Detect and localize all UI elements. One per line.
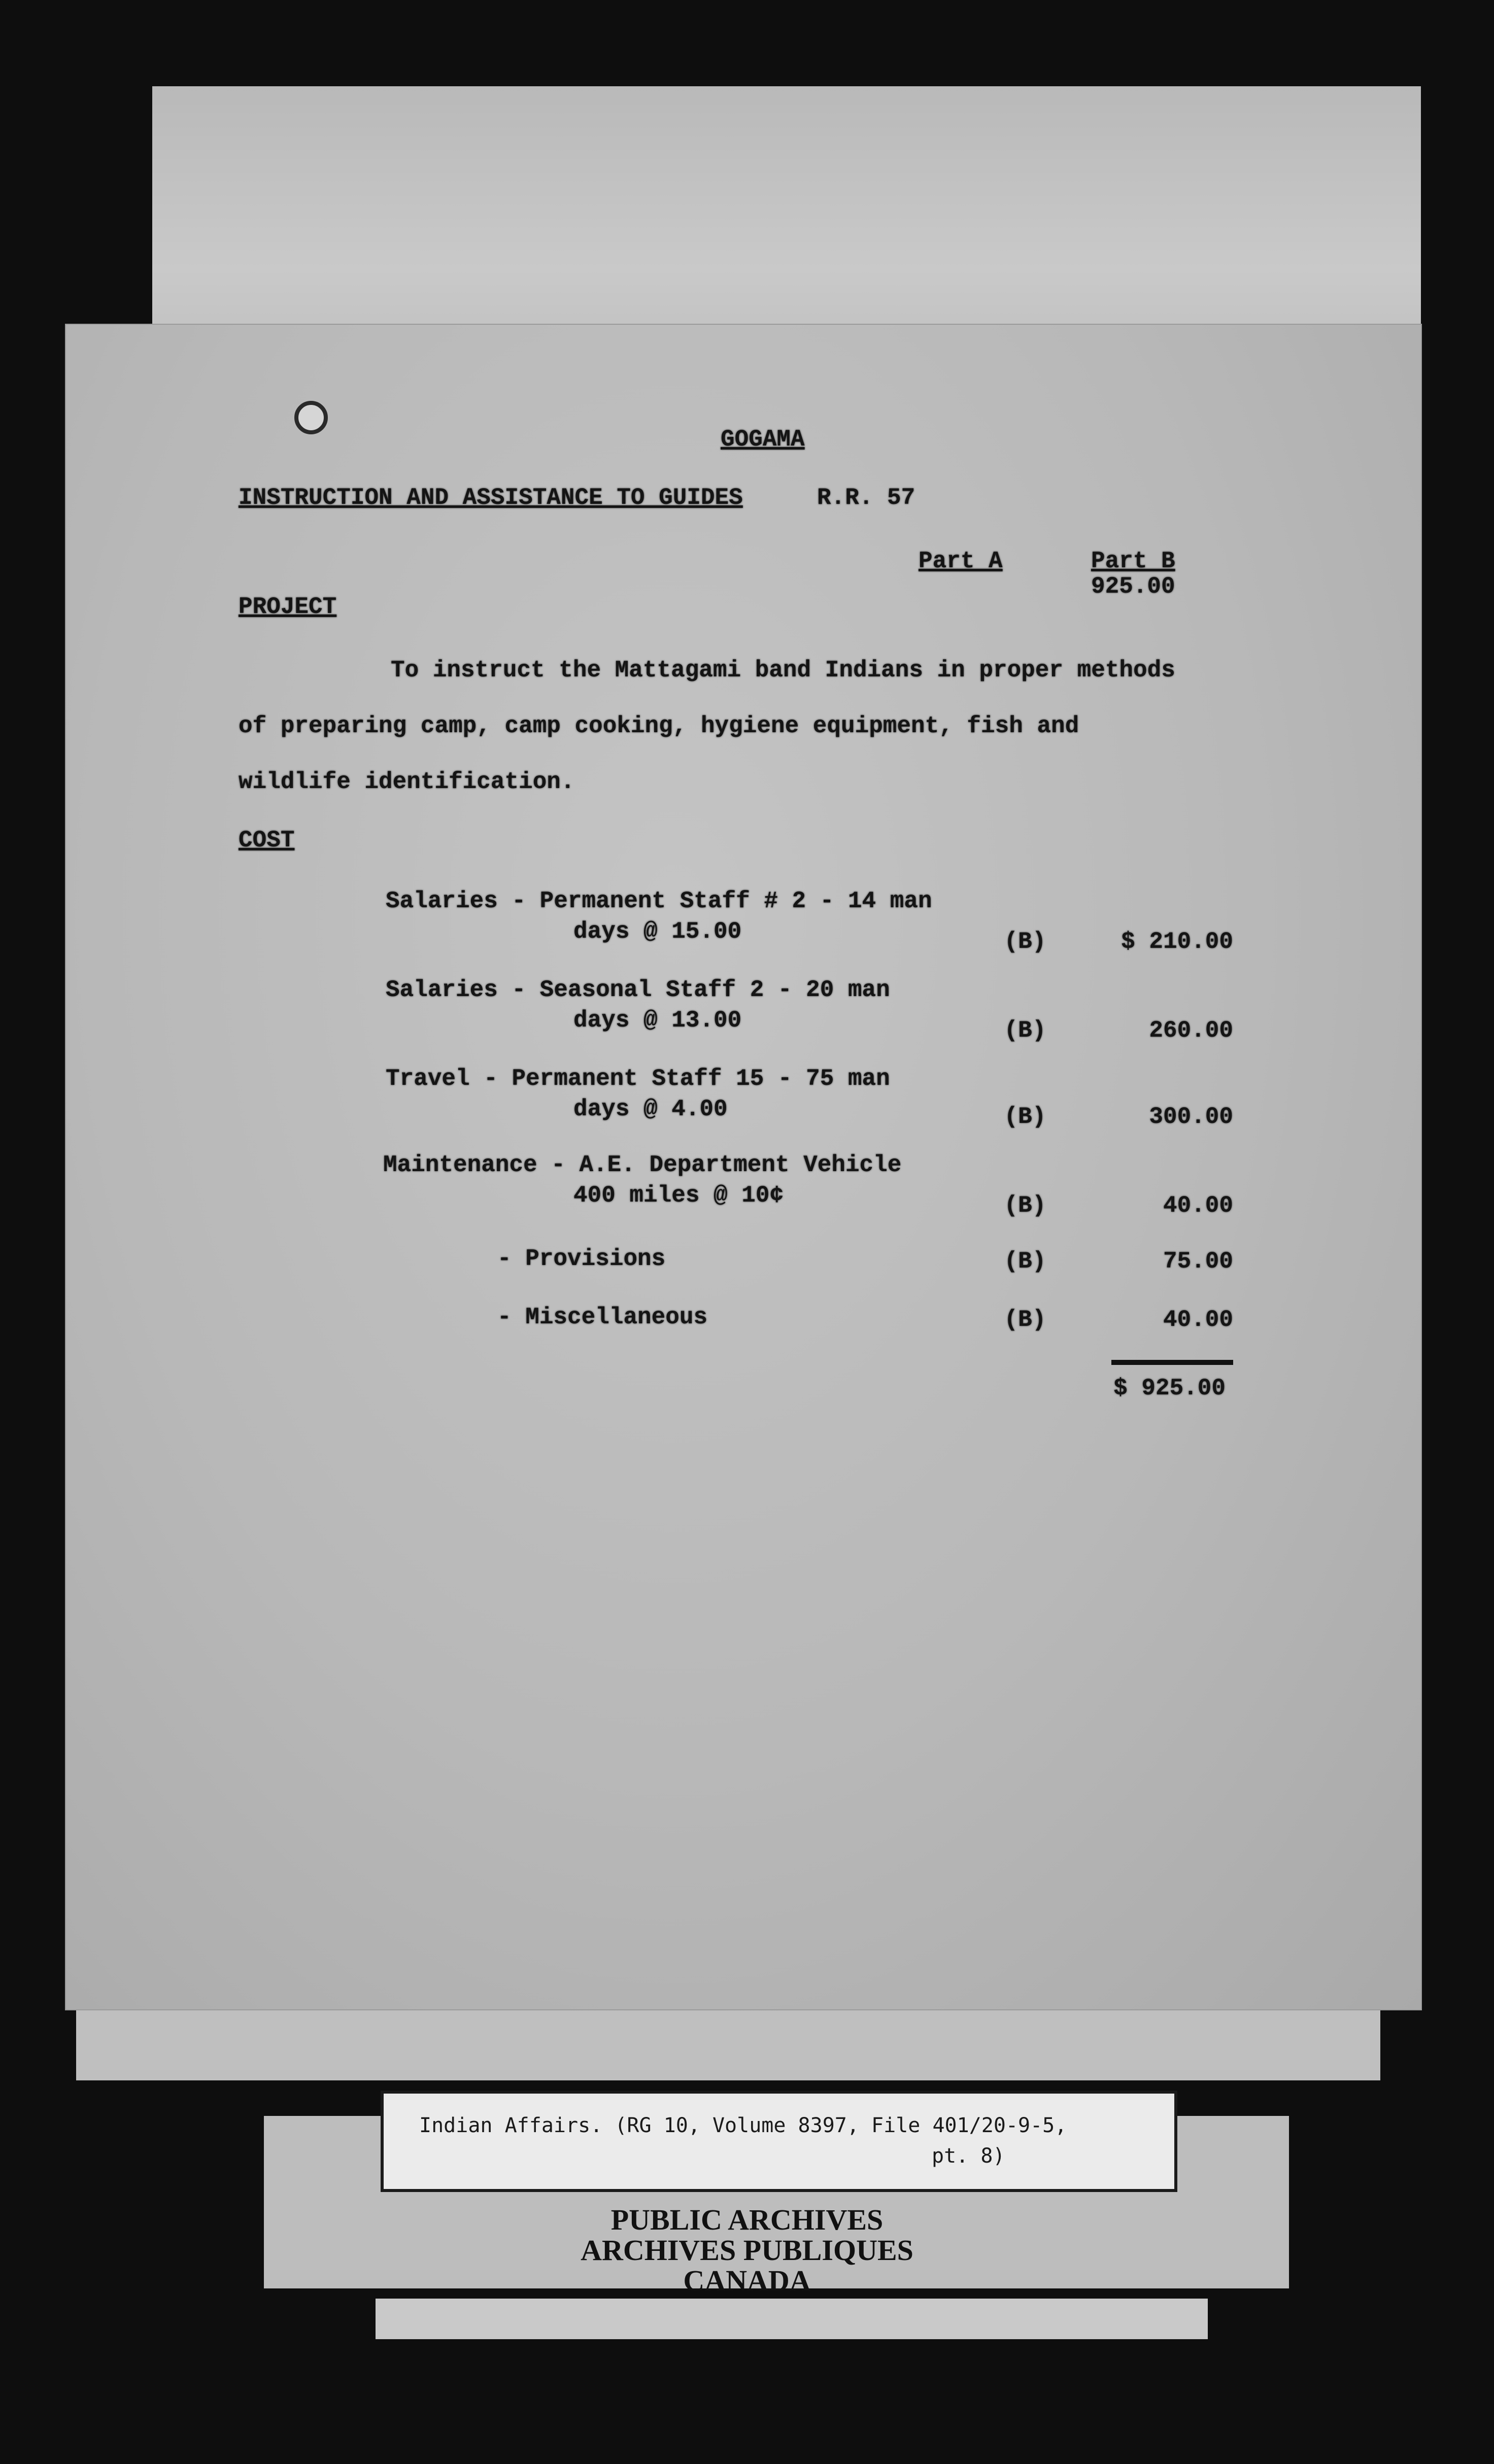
cost-item-3-line2: days @ 4.00 [573, 1096, 728, 1122]
cost-item-2-line1: Salaries - Seasonal Staff 2 - 20 man [386, 977, 890, 1003]
cost-item-1-amount: $ 210.00 [1121, 929, 1233, 955]
document-reference: R.R. 57 [817, 485, 915, 511]
cost-item-1-line2: days @ 15.00 [573, 918, 742, 945]
cost-item-6-label: - Miscellaneous [497, 1304, 708, 1330]
cost-item-2-amount: 260.00 [1149, 1017, 1233, 1044]
cost-item-6-amount: 40.00 [1163, 1307, 1233, 1333]
cost-item-1-line1: Salaries - Permanent Staff # 2 - 14 man [386, 888, 932, 914]
column-part-a: Part A [919, 548, 1003, 574]
cost-item-4-amount: 40.00 [1163, 1192, 1233, 1219]
cost-item-4-line2: 400 miles @ 10¢ [573, 1182, 784, 1209]
cost-item-6-code: (B) [1004, 1307, 1046, 1333]
project-line-3: wildlife identification. [239, 769, 575, 795]
cost-item-2-line2: days @ 13.00 [573, 1007, 742, 1034]
cost-label: COST [239, 827, 295, 853]
archive-reference-line-1: Indian Affairs. (RG 10, Volume 8397, File 401/20-9-5, [419, 2114, 1067, 2137]
cost-total: $ 925.00 [1113, 1375, 1226, 1401]
project-line-1: To instruct the Mattagami band Indians in proper methods [391, 657, 1175, 683]
cost-item-1-code: (B) [1004, 929, 1046, 955]
archives-stamp-line-2: ARCHIVES PUBLIQUES [581, 2234, 913, 2267]
cost-item-2-code: (B) [1004, 1017, 1046, 1044]
cost-item-5-label: - Provisions [497, 1246, 666, 1272]
punch-hole [294, 401, 328, 434]
document-heading: GOGAMA [721, 426, 805, 453]
project-label: PROJECT [239, 594, 337, 620]
cost-item-4-line1: Maintenance - A.E. Department Vehicle [383, 1152, 902, 1178]
archive-reference-line-2: pt. 8) [932, 2144, 1005, 2168]
cost-item-4-code: (B) [1004, 1192, 1046, 1219]
total-rule [1111, 1360, 1233, 1365]
archives-stamp-line-1: PUBLIC ARCHIVES [610, 2203, 884, 2236]
cost-item-5-code: (B) [1004, 1248, 1046, 1275]
part-b-total: 925.00 [1091, 573, 1175, 600]
cost-item-3-code: (B) [1004, 1104, 1046, 1130]
archive-card-bottom [376, 2299, 1208, 2339]
archive-reference-tag [381, 2091, 1177, 2192]
cost-item-5-amount: 75.00 [1163, 1248, 1233, 1275]
cost-item-3-amount: 300.00 [1149, 1104, 1233, 1130]
document-subheading: INSTRUCTION AND ASSISTANCE TO GUIDES [239, 485, 743, 511]
column-part-b: Part B [1091, 548, 1175, 574]
document-page [66, 325, 1421, 2009]
project-line-2: of preparing camp, camp cooking, hygiene equipment, fish and [239, 713, 1079, 739]
archives-stamp-line-3: CANADA [683, 2264, 811, 2297]
cost-item-3-line1: Travel - Permanent Staff 15 - 75 man [386, 1066, 890, 1092]
